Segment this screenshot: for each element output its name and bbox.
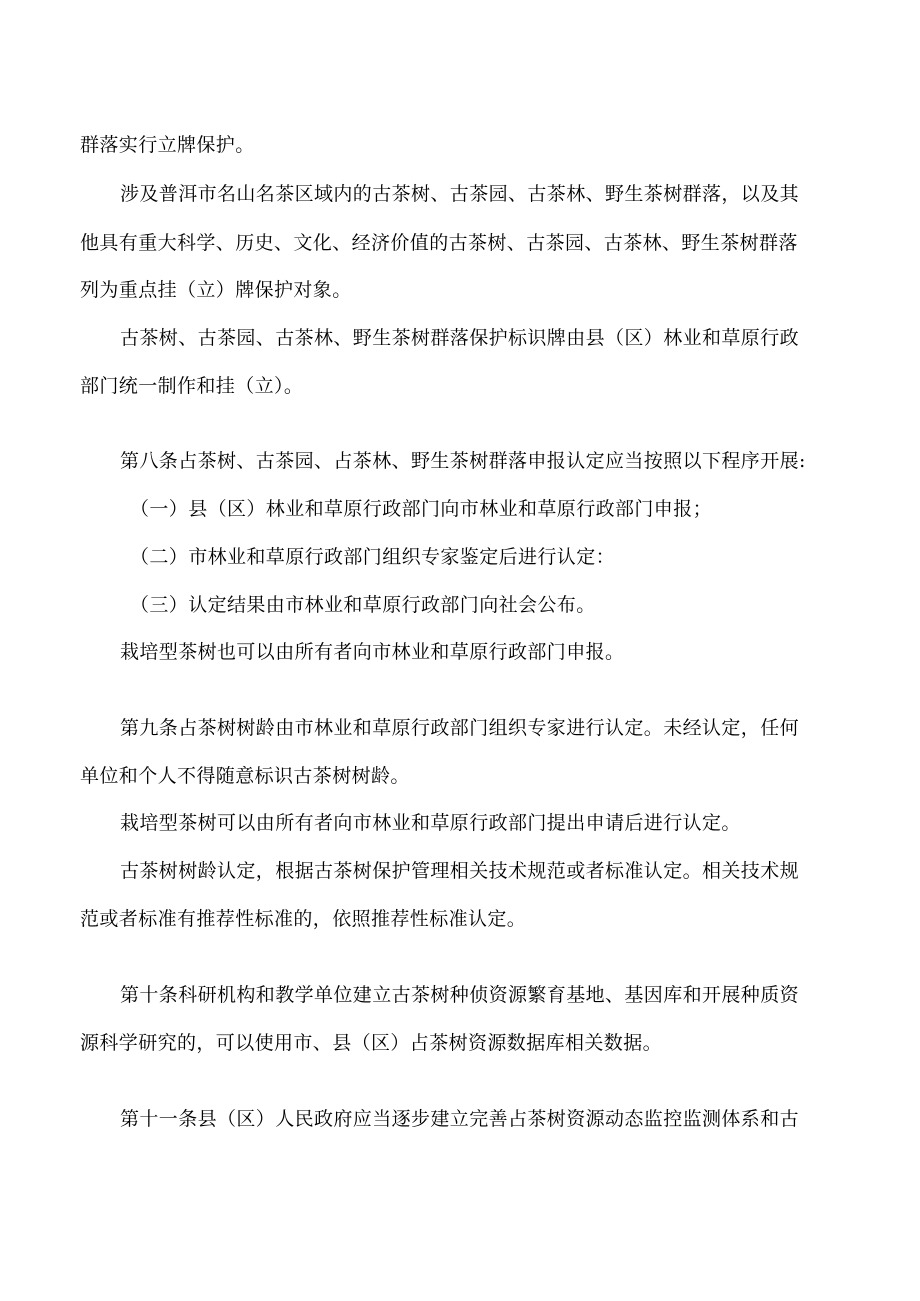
paragraph-line: 涉及普洱市名山名茶区域内的古茶树、古茶园、古茶林、野生茶树群落，以及其 [120,183,800,205]
list-item: （二）市林业和草原行政部门组织专家鉴定后进行认定： [130,546,616,568]
paragraph-line: 源科学研究的，可以使用市、县（区）占茶树资源数据库相关数据。 [80,1032,663,1054]
paragraph-line: 他具有重大科学、历史、文化、经济价值的古茶树、古茶园、古茶林、野生茶树群落 [80,232,798,254]
article-heading-line: 第八条占茶树、古茶园、占茶林、野生茶树群落申报认定应当按照以下程序开展: [120,450,806,472]
paragraph-line: 古茶树、古茶园、古茶林、野生茶树群落保护标识牌由县（区）林业和草原行政 [120,327,800,349]
article-heading-line: 第十一条县（区）人民政府应当逐步建立完善占茶树资源动态监控监测体系和古 [120,1108,800,1130]
paragraph-line: 古茶树树龄认定，根据古茶树保护管理相关技术规范或者标准认定。相关技术规 [120,860,800,882]
paragraph-line: 部门统一制作和挂（立）。 [80,375,304,397]
list-item: （三）认定结果由市林业和草原行政部门向社会公布。 [130,594,596,616]
paragraph-line: 群落实行立牌保护。 [80,134,255,156]
paragraph-line: 栽培型茶树可以由所有者向市林业和草原行政部门提出申请后进行认定。 [120,812,741,834]
paragraph-line: 栽培型茶树也可以由所有者向市林业和草原行政部门申报。 [120,641,625,663]
paragraph-line: 范或者标准有推荐性标准的，依照推荐性标准认定。 [80,908,527,930]
article-heading-line: 第九条占茶树树龄由市林业和草原行政部门组织专家进行认定。未经认定，任何 [120,717,800,739]
list-item: （一）县（区）林业和草原行政部门向市林业和草原行政部门申报； [130,498,713,520]
paragraph-line: 单位和个人不得随意标识古茶树树龄。 [80,765,410,787]
article-heading-line: 第十条科研机构和教学单位建立古茶树种侦资源繁育基地、基因库和开展种质资 [120,984,800,1006]
paragraph-line: 列为重点挂（立）牌保护对象。 [80,279,352,301]
